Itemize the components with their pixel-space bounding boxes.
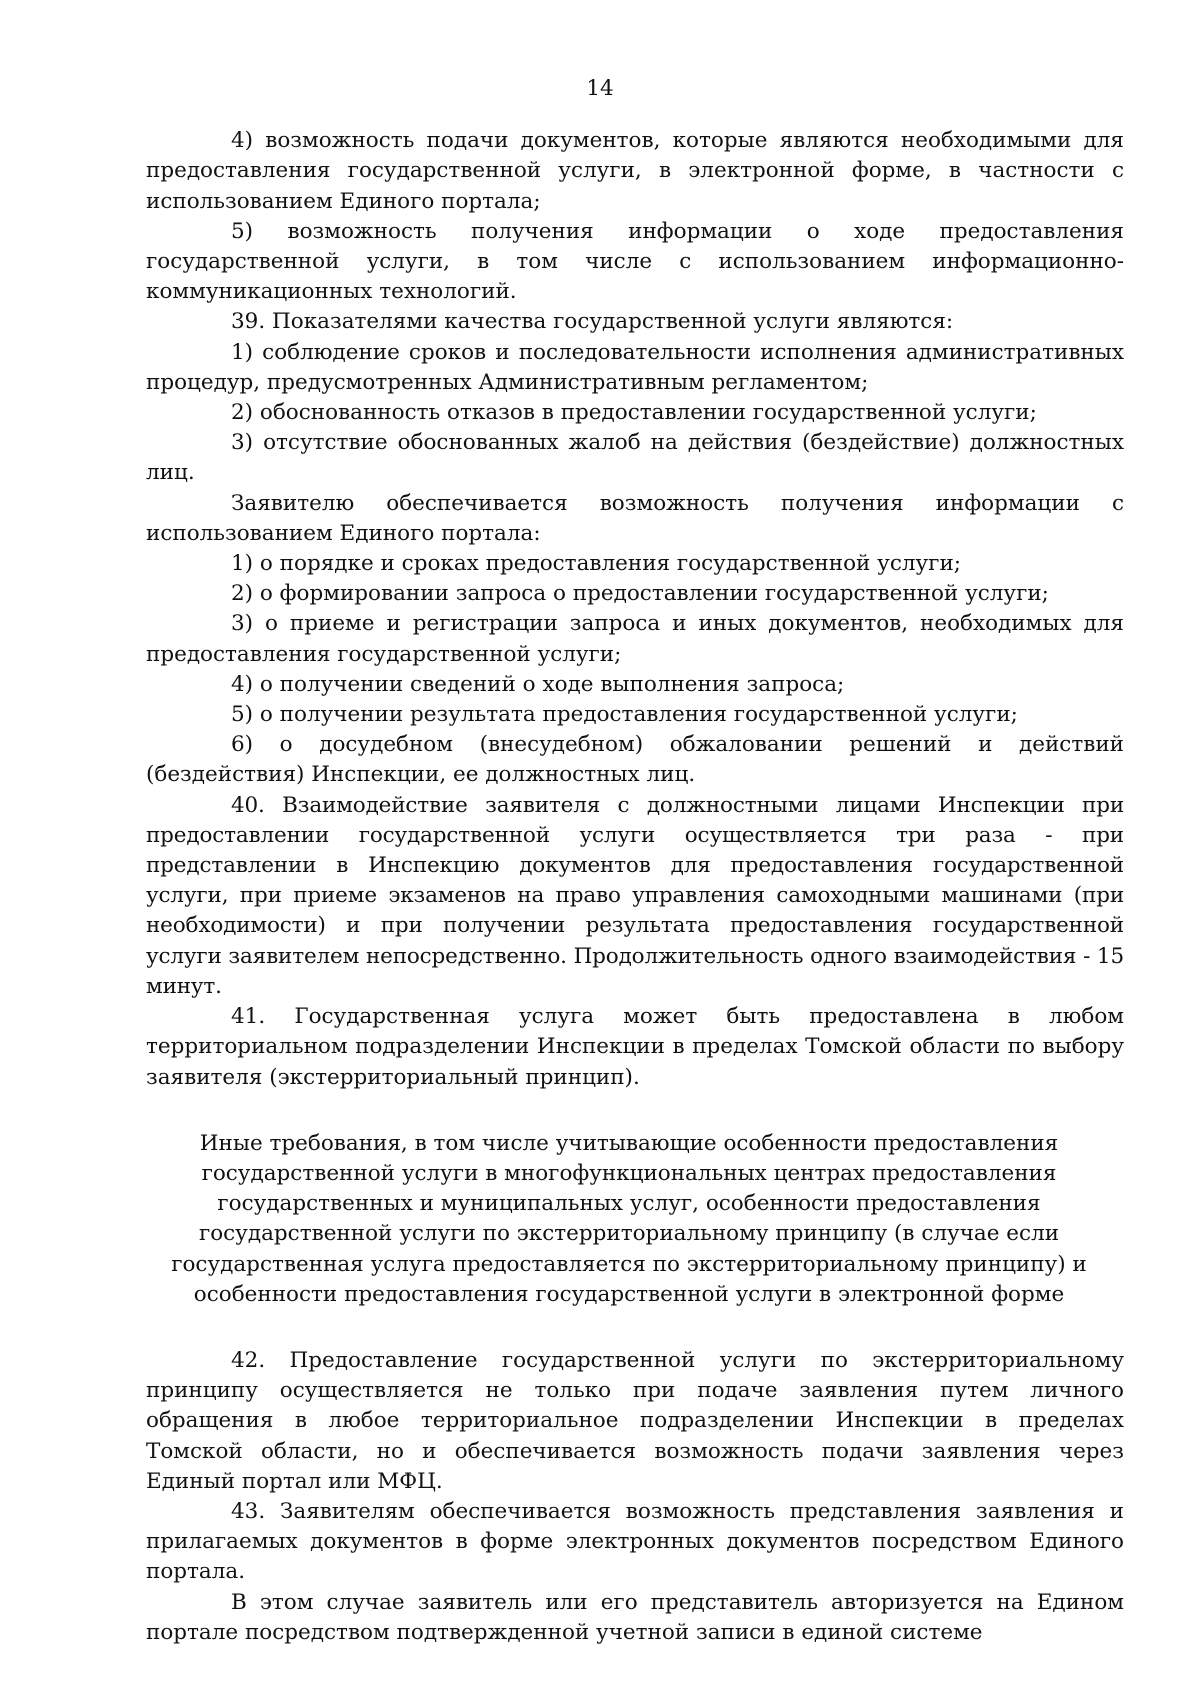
paragraph-applicant-info: Заявителю обеспечивается возможность получения информации с использованием Единого портала:	[146, 490, 1124, 546]
paragraph-item-4-portal: 4) возможность подачи документов, которые являются необходимыми для предоставления государственной услуги, в электронной форме, в частности с использованием Единого портала;	[146, 128, 1124, 214]
paragraph-quality-2: 2) обоснованность отказов в предоставлении государственной услуги;	[231, 400, 1037, 426]
heading-line: государственной услуги по экстерриториальному принципу (в случае если	[198, 1221, 1060, 1247]
paragraph-info-3: 3) о приеме и регистрации запроса и иных документов, необходимых для предоставления государственной услуги;	[146, 611, 1124, 667]
paragraph-item-5-info: 5) возможность получения информации о ходе предоставления государственной услуги, в том числе с использованием информационно-коммуникационных технологий.	[146, 218, 1124, 305]
paragraph-43: 43. Заявителям обеспечивается возможность представления заявления и прилагаемых документов в форме электронных документов посредством Единого портала.	[146, 1498, 1124, 1585]
paragraph-info-1: 1) о порядке и сроках предоставления государственной услуги;	[231, 551, 962, 577]
paragraph-info-5: 5) о получении результата предоставления государственной услуги;	[231, 702, 1018, 728]
heading-line: Иные требования, в том числе учитывающие особенности предоставления	[199, 1130, 1059, 1156]
paragraph-info-6: 6) о досудебном (внесудебном) обжаловании решений и действий (бездействия) Инспекции, ее должностных лиц.	[146, 732, 1124, 788]
heading-line: государственная услуга предоставляется по экстерриториальному принципу) и	[171, 1251, 1087, 1277]
document-body	[146, 126, 1124, 1648]
paragraph-42: 42. Предоставление государственной услуги по экстерриториальному принципу осуществляется не только при подаче заявления путем личного обращения в любое территориальное подразделении Инспекции в пределах Томской области, но и обеспечивается возможность подачи заявления через Единый портал или МФЦ.	[146, 1347, 1124, 1494]
paragraph-quality-3: 3) отсутствие обоснованных жалоб на действия (бездействие) должностных лиц.	[146, 430, 1124, 486]
heading-line: государственной услуги в многофункциональных центрах предоставления	[201, 1160, 1057, 1186]
section-heading	[146, 1129, 1112, 1310]
paragraph-quality-1: 1) соблюдение сроков и последовательности исполнения административных процедур, предусмотренных Административным регламентом;	[146, 339, 1124, 395]
paragraph-40: 40. Взаимодействие заявителя с должностными лицами Инспекции при предоставлении государственной услуги осуществляется три раза - при представлении в Инспекцию документов для предоставления государственной услуги, при приеме экзаменов на право управления самоходными машинами (при необходимости) и при получении результата предоставления государственной услуги заявителем непосредственно. Продолжительность одного взаимодействия - 15 минут.	[146, 792, 1124, 999]
paragraph-authorization: В этом случае заявитель или его представитель авторизуется на Едином портале посредством подтвержденной учетной записи в единой системе	[146, 1589, 1124, 1645]
page-number: 14	[586, 76, 614, 101]
paragraph-41: 41. Государственная услуга может быть предоставлена в любом территориальном подразделении Инспекции в пределах Томской области по выбору заявителя (экстерриториальный принцип).	[146, 1004, 1124, 1090]
paragraph-39: 39. Показателями качества государственной услуги являются:	[231, 309, 954, 335]
paragraph-info-2: 2) о формировании запроса о предоставлении государственной услуги;	[231, 581, 1049, 607]
heading-line: особенности предоставления государственной услуги в электронной форме	[193, 1281, 1065, 1307]
paragraph-info-4: 4) о получении сведений о ходе выполнения запроса;	[231, 671, 845, 697]
heading-line: государственных и муниципальных услуг, особенности предоставления	[217, 1191, 1041, 1217]
